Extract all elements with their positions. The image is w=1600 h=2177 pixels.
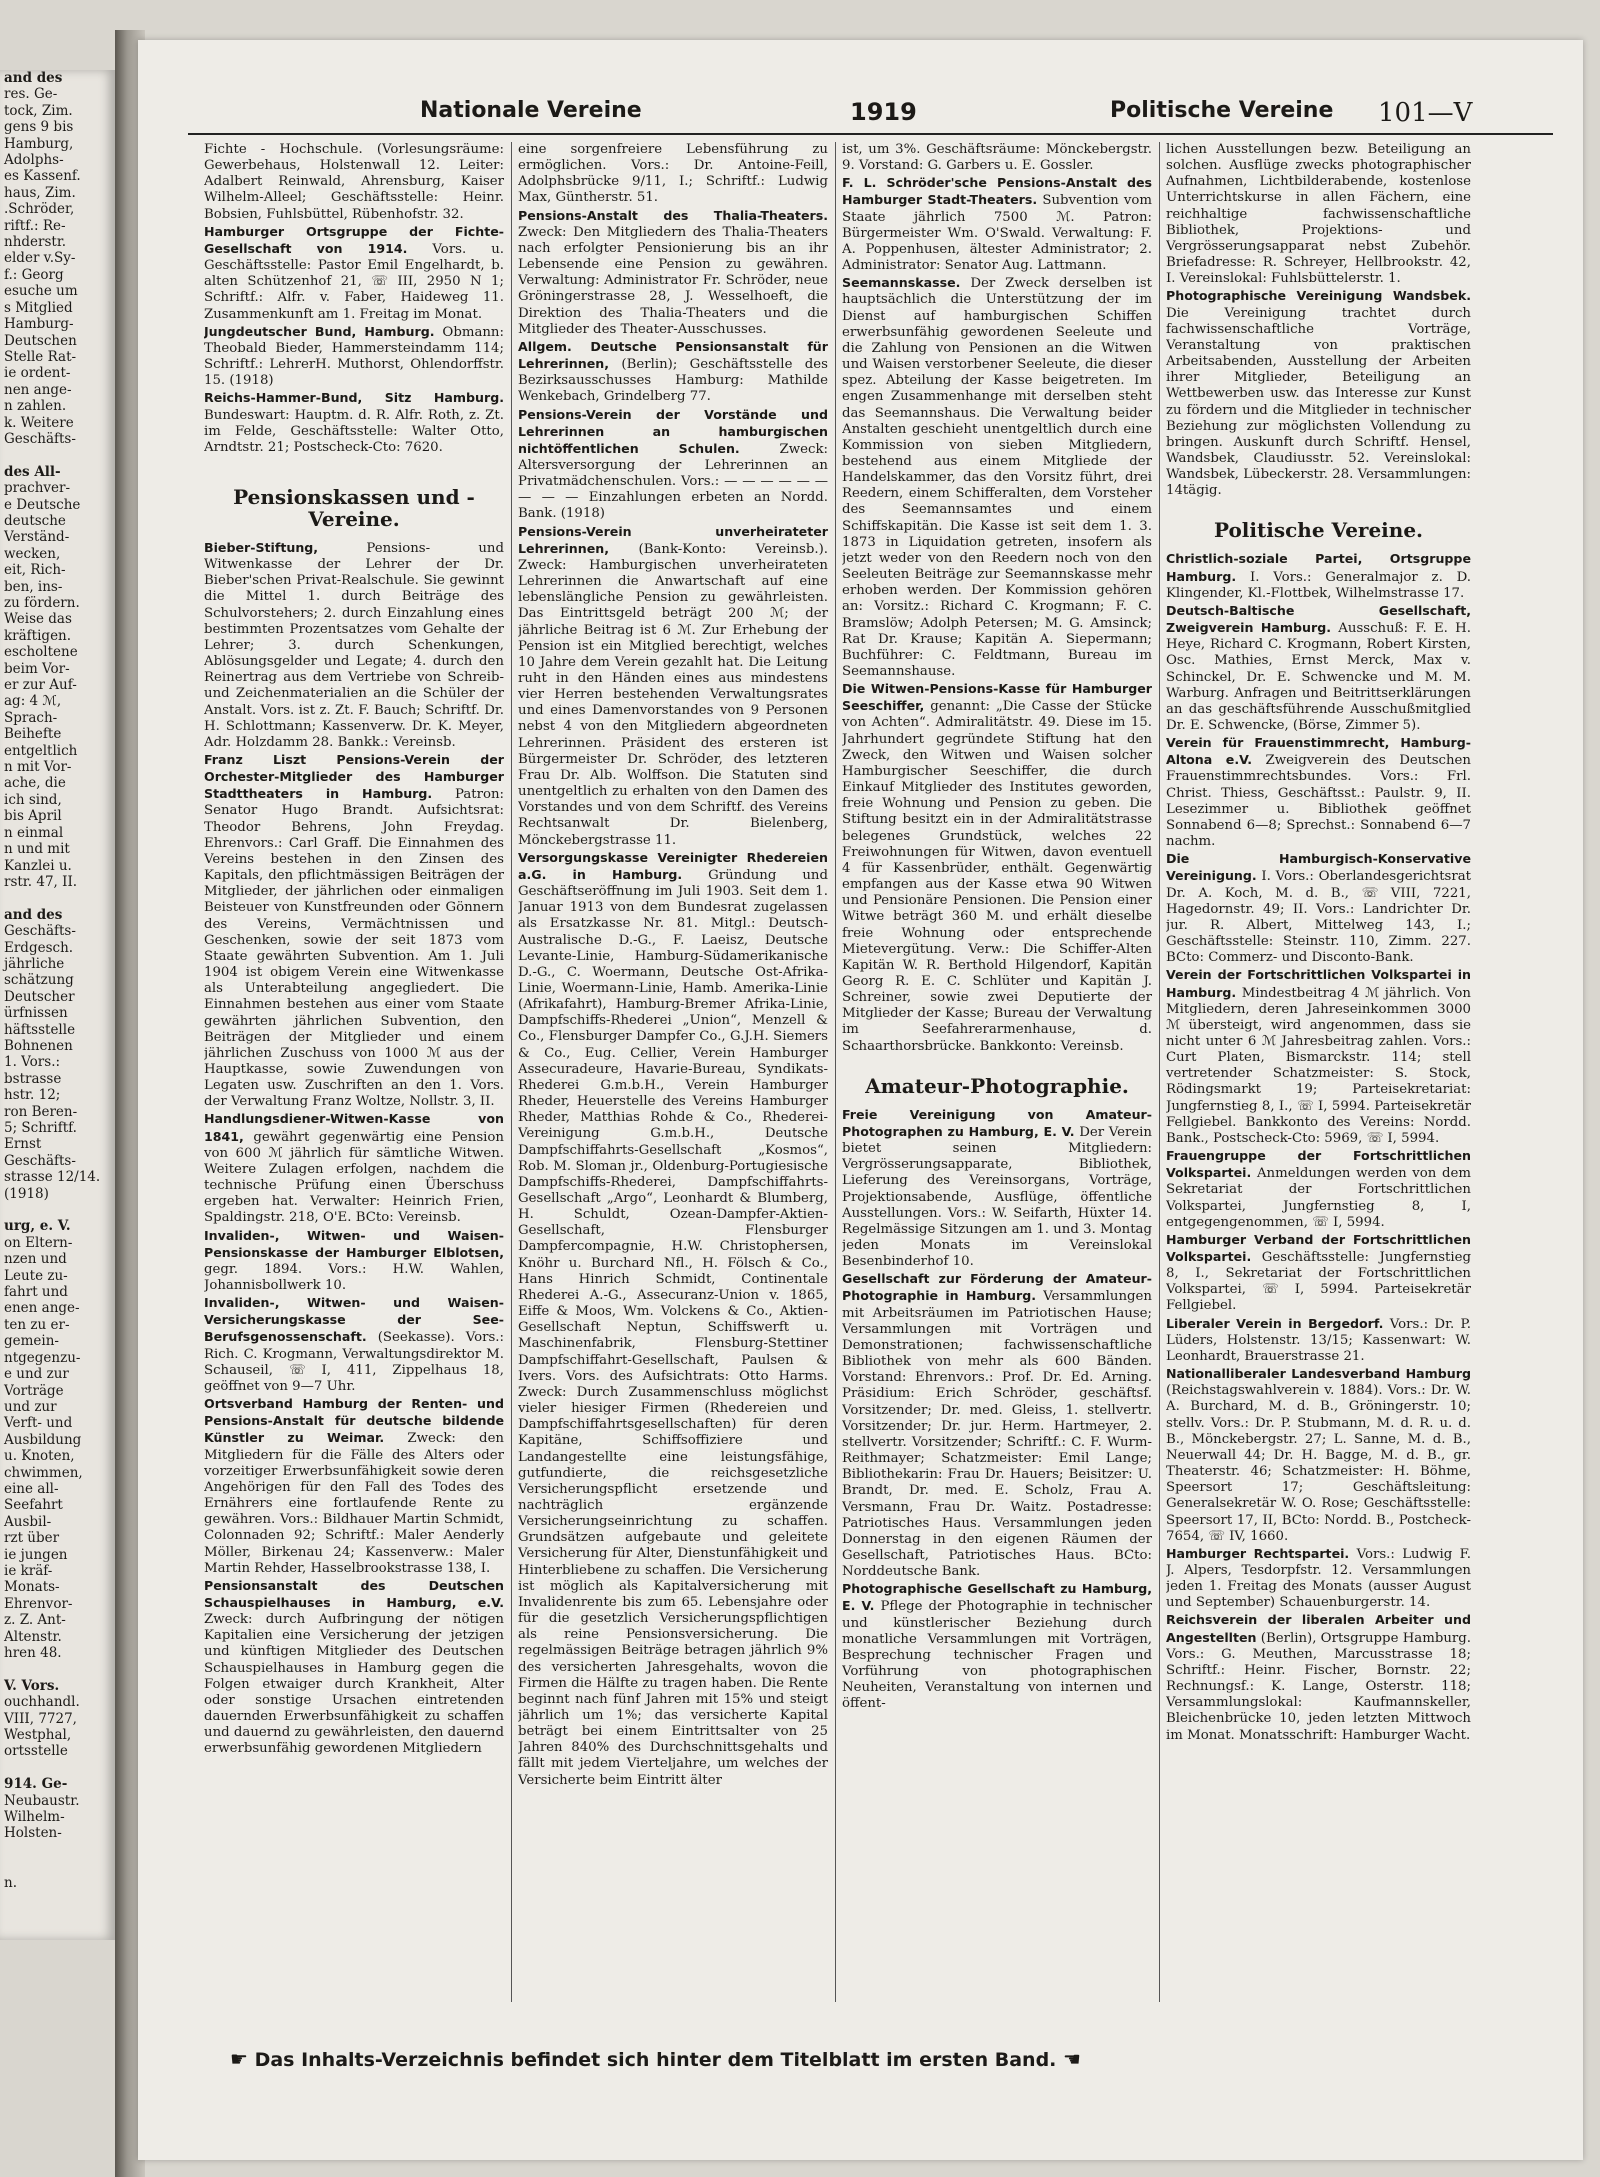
pointing-hand-left-icon: ☚ bbox=[1063, 2047, 1081, 2071]
entry-text: Die Vereinigung trachtet durch fachwissenschaftliche Vorträge, Veranstaltung von praktischen Arbeitsabenden, Ausstellung der Arbeiten ihrer Mitglieder, Beteiligung an Wettbewerben usw. das Interesse zur Kunst zu fördern und die Mitglieder in technischer Beziehung zur möglichsten Vollendung zu bringen. Auskunft durch Schriftf. Hensel, Wandsbek, Claudiusstr. 52. Vereinslokal: Wandsbek, Lübeckerstr. 28. Versammlungen: 14tägig. bbox=[1166, 305, 1471, 499]
entry-text: (Berlin); Geschäftsstelle des Bezirksausschusses Hamburg: Mathilde Wenkebach, Grindelberg 77. bbox=[518, 357, 828, 405]
facing-page-line: ie ordent- bbox=[4, 365, 71, 382]
header-rule bbox=[188, 133, 1553, 135]
entry-heading: Seemannskasse. bbox=[842, 275, 961, 291]
facing-page-line: schätzung bbox=[4, 972, 74, 989]
facing-page-line: ürfnissen bbox=[4, 1005, 68, 1022]
entry-heading: Die Hamburgisch-Konservative Vereinigung. bbox=[1166, 851, 1471, 884]
header-right: Politische Vereine bbox=[1110, 98, 1334, 123]
entry-text: Zweck: Altersversorgung der Lehrerinnen an Privatmädchenschulen. Vors.: — — — — — — — — — Einzahlungen erbeten an Nordd. Bank. (1918) bbox=[518, 441, 828, 522]
facing-page-line: enen ange- bbox=[4, 1300, 80, 1317]
facing-page-text bbox=[0, 70, 115, 1891]
entry-text: (Bank-Konto: Vereinsb.). Zweck: Hamburgischen unverheirateten Lehrerinnen die Anwartschaft auf eine lebenslängliche Pension zu gewährleisten. Das Eintrittsgeld beträgt 200 ℳ; der jährliche Beitrag ist 6 ℳ. Zur Erhebung der Pension ist ein Mitglied berechtigt, welches 10 Jahre dem Verein gezahlt hat. Die Leitung ruht in den Händen eines aus mindestens vier Herren bestehenden Verwaltungsrates und eines Damenvorstandes von 9 Personen nebst 4 von den Mitgliedern abgeordneten Lehrerinnen. Präsident des ersteren ist Bürgermeister Dr. Schröder, des letzteren Frau Dr. Alb. Wolffson. Die Statuten sind unentgeltlich zu erhalten von den Damen des Vorstandes und von dem Schriftf. des Vereins Rechtsanwalt Dr. Bielenberg, Mönckebergstrasse 11. bbox=[518, 541, 828, 848]
entry-heading: Franz Liszt Pensions-Verein der Orchester-Mitglieder des Hamburger Stadttheaters in Hamburg. bbox=[204, 752, 504, 802]
entry-text: Vors.: Dr. P. Lüders, Holstenstr. 13/15; Kassenwart: W. Leonhardt, Brauerstrasse 21. bbox=[1166, 1316, 1471, 1364]
entry bbox=[518, 208, 828, 338]
footer-text: Das Inhalts-Verzeichnis befindet sich hinter dem Titelblatt im ersten Band. bbox=[254, 2049, 1057, 2071]
entry-text: gewährt gegenwärtig eine Pension von 600 ℳ jährlich für sämtliche Witwen. Weitere Zulagen erfolgen, nachdem die technische Prüfung einen Überschuss ergeben hat. Verwalter: Heinrich Frien, Spaldingstr. 218, O'E. BCto: Vereinsb. bbox=[204, 1129, 504, 1226]
facing-page-line: n zahlen. bbox=[4, 398, 67, 415]
entry bbox=[1166, 967, 1471, 1147]
entry-heading: F. L. Schröder'sche Pensions-Anstalt des Hamburger Stadt-Theaters. bbox=[842, 175, 1152, 208]
column-divider bbox=[511, 142, 512, 2002]
facing-page-line: k. Weitere bbox=[4, 414, 74, 431]
facing-page-line: entgeltlich bbox=[4, 742, 78, 759]
header-year: 1919 bbox=[850, 98, 917, 126]
facing-page-line: und zur bbox=[4, 1398, 57, 1415]
facing-page-line: Monats- bbox=[4, 1579, 60, 1596]
facing-page-line: ntgegenzu- bbox=[4, 1349, 81, 1366]
entry-text: Pflege der Photographie in technischer und künstlerischer Beziehung durch monatliche Versammlungen mit Vorträgen, Besprechung technischer Fragen und Vorführung von photographischen Neuheiten, Veranstaltung von internen und öffent- bbox=[842, 1599, 1152, 1712]
facing-page-line: and des bbox=[4, 70, 63, 86]
facing-page-line: Seefahrt bbox=[4, 1497, 63, 1514]
footer-note bbox=[230, 2047, 1081, 2071]
entry-heading: Reichsverein der liberalen Arbeiter und Angestellten bbox=[1166, 1612, 1471, 1645]
entry-heading: Photographische Vereinigung Wandsbek. bbox=[1166, 288, 1471, 304]
entry-text: Vors. u. Geschäftsstelle: Pastor Emil Engelhardt, b. alten Schützenhof 21, ☏ III, 2950 N 1; Schriftf.: Alfr. v. Faber, Haideweg 11. Zusammenkunft am 1. Freitag im Monat. bbox=[204, 241, 504, 322]
facing-page-line: bstrasse bbox=[4, 1070, 62, 1087]
facing-page-line: ortsstelle bbox=[4, 1743, 68, 1760]
facing-page-line: Beihefte bbox=[4, 726, 62, 743]
entry-heading: Frauengruppe der Fortschrittlichen Volkspartei. bbox=[1166, 1148, 1471, 1181]
entry-heading: Handlungsdiener-Witwen-Kasse von 1841, bbox=[204, 1111, 504, 1144]
facing-page-line: escholtene bbox=[4, 644, 78, 661]
entry bbox=[1166, 1546, 1471, 1612]
entry bbox=[204, 390, 504, 456]
column-3 bbox=[842, 142, 1152, 2022]
running-header bbox=[188, 98, 1553, 128]
facing-page-line: 1. Vors.: bbox=[4, 1054, 61, 1071]
facing-page-line: V. Vors. bbox=[4, 1677, 60, 1694]
facing-page-line: Geschäfts- bbox=[4, 923, 76, 940]
entry-heading: Invaliden-, Witwen- und Waisen-Versicherungskasse der See-Berufsgenossenschaft. bbox=[204, 1295, 504, 1345]
entry-heading: Invaliden-, Witwen- und Waisen-Pensionskasse der Hamburger Elblotsen, bbox=[204, 1227, 504, 1260]
entry-text: Zweck: durch Aufbringung der nötigen Kapitalien eine Versicherung der jetzigen und künftigen Mitglieder des Deutschen Schauspielhauses in Hamburg gegen die Folgen etwaiger durch Krankheit, Alter oder sonstige Ursachen eintretenden dauernden Erwerbsunfähigkeit zu schaffen und dauernd zu gewährleisten, den dauernd erwerbsunfähig gewordenen Mitgliedern bbox=[204, 1612, 504, 1757]
entry-heading: Hamburger Ortsgruppe der Fichte-Gesellschaft von 1914. bbox=[204, 223, 504, 256]
entry-text: Patron: Senator Hugo Brandt. Aufsichtsrat: Theodor Behrens, John Freydag. Ehrenvors.: Carl Graff. Die Einnahmen des Vereins bestehen in den Zinsen des Kapitals, den pflichtmässigen Beiträgen der Mitglieder, der jährlichen oder einmaligen Beisteuer von Kunstfreunden oder Gönnern des Vereins, Vermächtnissen und Geschenken, sowie der seit 1873 vom Staate gewährten Subvention. Am 1. Juli 1904 ist obigem Verein eine Witwenkasse als Unterabteilung angegliedert. Die Einnahmen bestehen aus einer vom Staate gewährten jährlichen Subvention, den Beiträgen der Mitglieder und einem jährlichen Zuschuss von 1000 ℳ aus der Hauptkasse, sowie Zuwendungen von Legaten usw. Zuschriften an den 1. Vors. der Verwaltung Franz Woltze, Nollstr. 3, II. bbox=[204, 787, 504, 1110]
facing-page-line: ag: 4 ℳ, bbox=[4, 693, 62, 710]
facing-page-line bbox=[0, 1842, 115, 1858]
entry-text: Ausschuß: F. E. H. Heye, Richard C. Krogmann, Robert Kirsten, Osc. Mathies, Ernst Merck, Max v. Schinckel, Dr. E. Schwencke und M. M. Warburg. Anfragen und Beitrittserklärungen an das geschäftsführende Ausschußmitglied Dr. E. Schwencke, (Börse, Zimmer 5). bbox=[1166, 621, 1471, 733]
entry bbox=[1166, 603, 1471, 734]
entry-continuation: ist, um 3%. Geschäftsräume: Mönckebergstr. 9. Vorstand: G. Garbers u. E. Gossler. bbox=[842, 142, 1152, 174]
entry-heading: Die Witwen-Pensions-Kasse für Hamburger Seeschiffer, bbox=[842, 681, 1152, 714]
facing-page-line: Vorträge bbox=[4, 1382, 64, 1399]
facing-page-line: n mit Vor- bbox=[4, 759, 72, 776]
facing-page-line: z. Z. Ant- bbox=[4, 1612, 66, 1629]
facing-page-line bbox=[0, 890, 115, 906]
facing-page-line: ten zu er- bbox=[4, 1316, 70, 1333]
facing-page-line: Sprach- bbox=[4, 709, 58, 726]
column-4 bbox=[1166, 142, 1471, 2022]
entry-text: genannt: „Die Casse der Stücke von Achten“. Admiralitätstr. 49. Diese im 15. Jahrhundert gegründete Stiftung hat den Zweck, den Witwen und Waisen solcher Hamburgischer Seeschiffer, die durch Einkauf Mitglieder des Institutes geworden, freie Wohnung und Pension zu geben. Die Stiftung besitzt ein in der Admiralitätstrasse belegenes Grundstück, welches 22 Freiwohnungen für Witwen, davon eventuell 4 für Kassenbrüder, enthält. Gegenwärtig empfangen aus der Kasse etwa 90 Witwen und Pensionäre Pensionen. Die Pension einer Witwe beträgt 360 M. und erhält dieselbe freie Wohnung oder entsprechende Mietevergütung. Verw.: Die Schiffer-Alten Kapitän W. R. Berthold Hilgendorf, Kapitän Georg R. E. C. Schlüter und Kapitän J. Schreiner, sowie zwei Deputierte der Mitglieder der Kasse; Bureau der Verwaltung im Seefahrerarmenhause, d. Schaarthorsbrücke. Bankkonto: Vereinsb. bbox=[842, 699, 1152, 1054]
facing-page-line: haus, Zim. bbox=[4, 184, 76, 201]
facing-page-line: ie kräf- bbox=[4, 1562, 53, 1579]
column-divider bbox=[1159, 142, 1160, 2002]
facing-page-line: VIII, 7727, bbox=[4, 1710, 77, 1727]
entry bbox=[1166, 1232, 1471, 1315]
column-1 bbox=[204, 142, 504, 2022]
entry-text: Zweigverein des Deutschen Frauenstimmrechtsbundes. Vors.: Frl. Christ. Thiess, Geschäftsst.: Paulstr. 9, II. Lesezimmer u. Bibliothek geöffnet Sonnabend 6—8; Sprechst.: Sonnabend 6—7 nachm. bbox=[1166, 753, 1471, 850]
entry bbox=[1166, 735, 1471, 850]
facing-page-line: Ehrenvor- bbox=[4, 1595, 73, 1612]
facing-page-line: Altenstr. bbox=[4, 1628, 62, 1645]
pointing-hand-right-icon: ☛ bbox=[230, 2047, 248, 2071]
entry bbox=[1166, 1366, 1471, 1545]
facing-page-line: fahrt und bbox=[4, 1284, 68, 1301]
entry bbox=[204, 324, 504, 390]
facing-page-line: esuche um bbox=[4, 283, 78, 300]
entry bbox=[1166, 851, 1471, 966]
facing-page-line: zu fördern. bbox=[4, 595, 80, 611]
facing-page-line: elder v.Sy- bbox=[4, 250, 76, 267]
entry-heading: Pensionsanstalt des Deutschen Schauspielhauses in Hamburg, e.V. bbox=[204, 1577, 504, 1610]
entry-heading: Freie Vereinigung von Amateur-Photographen zu Hamburg, E. V. bbox=[842, 1106, 1152, 1139]
entry bbox=[204, 1396, 504, 1577]
facing-page-line: (1918) bbox=[4, 1185, 49, 1202]
facing-page-line: Verft- und bbox=[4, 1415, 73, 1432]
entry bbox=[842, 275, 1152, 680]
facing-page-line: ouchhandl. bbox=[4, 1694, 80, 1711]
facing-page-line: Erdgesch. bbox=[4, 939, 74, 956]
facing-page-line: on Eltern- bbox=[4, 1234, 73, 1251]
section-heading: Pensionskassen und -Vereine. bbox=[233, 484, 475, 531]
entry bbox=[518, 524, 828, 849]
facing-page bbox=[0, 70, 115, 1940]
facing-page-line: er zur Auf- bbox=[4, 677, 77, 694]
facing-page-line: u. Knoten, bbox=[4, 1448, 75, 1465]
entry-heading: Hamburger Rechtspartei. bbox=[1166, 1545, 1350, 1561]
entry-text: gegr. 1894. Vors.: H.W. Wahlen, Johannisbollwerk 10. bbox=[204, 1261, 504, 1293]
facing-page-line: wecken, bbox=[4, 545, 61, 562]
entry-heading: Verein der Fortschrittlichen Volkspartei in Hamburg. bbox=[1166, 967, 1471, 1000]
entry-text: Gründung und Geschäftseröffnung im Juli 1903. Seit dem 1. Januar 1913 von dem Bundesrat zugelassen als Ersatzkasse Nr. 81. Mitgl.: Deutsch-Australische D.-G., F. Laeisz, Deutsche Levante-Linie, Hamburg-Südamerikanische D.-G., C. Woermann, Deutsche Ost-Afrika-Linie, Woermann-Linie, Hamb. Amerika-Linie (Afrikafahrt), Hamburg-Bremer Afrika-Linie, Dampfschiffs-Rhederei „Union“, Menzell & Co., Flensburger Dampfer Co., G.J.H. Siemers & Co., Eug. Cellier, Verein Hamburger Assecuradeure, Havarie-Bureau, Syndikats-Rhederei G.m.b.H., Verein Hamburger Rheder, Heuerstelle des Vereins Hamburger Rheder, Matthias Rohde & Co., Rhederei-Vereinigung G.m.b.H., Deutsche Dampfschiffahrts-Gesellschaft „Kosmos“, Rob. M. Sloman jr., Oldenburg-Portugiesische Dampfschiffs-Rhederei, Dampfschiffahrts-Gesellschaft „Argo“, Leonhardt & Blumberg, H. Schuldt, Ozean-Dampfer-Aktien-Gesellschaft, Flensburger Dampfercompagnie, H.W. Christophersen, Knöhr u. Burchard Nfl., H. Fölsch & Co., Hans Hinrich Schmidt, Continentale Rhederei A.-G., Assecuranz-Union v. 1865, Eiffe & Moos, Wm. Volckens & Co., Aktien-Gesellschaft Neptun, Schiffswerft u. Maschinenfabrik, Flensburg-Stettiner Dampfschiffahrt-Gesellschaft, Paulsen & Ivers. Vors. des Aufsichtrats: Otto Harms. Zweck: Durch Zusammenschluss möglichst vieler hiesiger Firmen (Rhedereien und Dampfschiffahrtsgesellschaften) für deren Kapitäne, Schiffsoffiziere und Landangestellte eine leistungsfähige, gutfundierte, die reichsgesetzliche Versicherungspflicht ersetzende und nachträglich ergänzende Versicherungseinrichtung zu schaffen. Grundsätzen aufgebaute und geleitete Versicherung für Alter, Dienstunfähigkeit und Hinterbliebene zu schaffen. Die Versicherung ist möglich als Kapitalversicherung mit Invalidenrente bis zum 65. Lebensjahre oder für die gesetzlich Versicherungspflichtigen als reine Pensionsversicherung. Die regelmässigen Beiträge betragen jährlich 9% des versicherten Jahresgehalts, wovon die Firmen die Hälfte zu tragen haben. Die Rente beginnt nach fünf Jahren mit 15% und steigt jährlich um 1%; das versicherte Kapital beträgt bei einem Eintrittsalter von 25 Jahren 840% des Durchschnittsgehalts und fällt mit jedem Vierteljahre, um welches der Versicherte beim Eintritt älter bbox=[518, 867, 828, 1788]
entry-text: Zweck: Den Mitgliedern des Thalia-Theaters nach erfolgter Pensionierung bis an ihr Lebensende eine Pension zu gewähren. Verwaltung: Administrator Fr. Schröder, neue Gröningerstrasse 28, J. Wesselhoeft, die Direktion des Thalia-Theaters und die Mitglieder des Theater-Ausschusses. bbox=[518, 224, 828, 337]
entry-text: Mindestbeitrag 4 ℳ jährlich. Von Mitgliedern, deren Jahreseinkommen 3000 ℳ übersteigt, wird angenommen, dass sie nicht unter 6 ℳ Jahresbeitrag zahlen. Vors.: Curt Platen, Bismarckstr. 114; stell vertretender Schatzmeister: S. Stock, Rödingsmarkt 19; Parteisekretariat: Jungfernstieg 8, I., ☏ I, 5994. Parteisekretär Fellgiebel. Bankkonto des Vereins: Nordd. Bank., Postscheck-Cto: 5969, ☏ I, 5994. bbox=[1166, 985, 1471, 1146]
facing-page-line: Deutscher bbox=[4, 988, 75, 1005]
entry-heading: Hamburger Verband der Fortschrittlichen Volkspartei. bbox=[1166, 1231, 1471, 1264]
facing-page-line: nen ange- bbox=[4, 381, 72, 398]
facing-page-line: Ausbildung bbox=[4, 1431, 82, 1448]
facing-page-line: strasse 12/14. bbox=[4, 1169, 101, 1186]
facing-page-line: bis April bbox=[4, 808, 62, 825]
facing-page-line: ron Beren- bbox=[4, 1103, 78, 1120]
facing-page-line: n. bbox=[4, 1874, 17, 1891]
entry-heading: Verein für Frauenstimmrecht, Hamburg-Altona e.V. bbox=[1166, 735, 1471, 768]
facing-page-line bbox=[0, 1760, 115, 1776]
entry-heading: Pensions-Anstalt des Thalia-Theaters. bbox=[518, 207, 828, 223]
facing-page-line: e und zur bbox=[4, 1366, 69, 1383]
facing-page-line: gens 9 bis bbox=[4, 119, 74, 136]
facing-page-line: n einmal bbox=[4, 824, 64, 841]
section-heading: Amateur-Photographie. bbox=[865, 1073, 1129, 1098]
facing-page-line: rstr. 47, II. bbox=[4, 873, 78, 890]
entry-text: (Reichstagswahlverein v. 1884). Vors.: Dr. W. A. Burchard, M. d. B., Gröningerstr. 10; stellv. Vors.: Dr. P. Stubmann, M. d. R. u. d. B., Mönckebergstr. 27; L. Sanne, M. d. B., Neuerwall 44; Dr. H. Bagge, M. d. B., gr. Theaterstr. 46; Schatzmeister: H. Böhme, Speersort 17; Geschäftsleitung: Generalsekretär W. O. Rose; Geschäftsstelle: Speersort 17, II, BCto: Nordd. B., Postcheck-7654, ☏ IV, 1660. bbox=[1166, 1383, 1471, 1544]
entry bbox=[204, 1111, 504, 1226]
facing-page-line: res. Ge- bbox=[4, 86, 58, 103]
facing-page-line: riftf.: Re- bbox=[4, 217, 66, 234]
facing-page-line bbox=[0, 1661, 115, 1677]
entry bbox=[518, 339, 828, 406]
facing-page-line: hren 48. bbox=[4, 1645, 62, 1661]
facing-page-line: Weise das bbox=[4, 611, 72, 628]
facing-page-line: Kanzlei u. bbox=[4, 857, 72, 874]
facing-page-line: ache, die bbox=[4, 775, 66, 792]
entry-text: (Seekasse). Vors.: Rich. C. Krogmann, Verwaltungsdirektor M. Schauseil, ☏ I, 411, Zippelhaus 18, geöffnet von 9—7 Uhr. bbox=[204, 1330, 504, 1394]
entry bbox=[1166, 551, 1471, 601]
entry bbox=[842, 681, 1152, 1055]
facing-page-line: beim Vor- bbox=[4, 660, 70, 677]
entry-fichte-hochschule: Fichte - Hochschule. (Vorlesungsräume: Gewerbehaus, Holstenwall 12. Leiter: Adalbert Reinwald, Ahrensburg, Kaiser Wilhelm-Alleel; Geschäftsstelle: Heinr. Bobsien, Fuhlsbüttel, Rübenhofstr. 32. bbox=[204, 142, 504, 222]
facing-page-line: eine all- bbox=[4, 1480, 59, 1497]
facing-page-line: Deutschen bbox=[4, 332, 77, 349]
entry-heading: Christlich-soziale Partei, Ortsgruppe Hamburg. bbox=[1166, 551, 1471, 584]
facing-page-line: deutsche bbox=[4, 512, 66, 529]
facing-page-line: Wilhelm- bbox=[4, 1809, 65, 1826]
facing-page-line: Leute zu- bbox=[4, 1267, 68, 1284]
facing-page-line: Holsten- bbox=[4, 1825, 62, 1842]
entry-heading: Ortsverband Hamburg der Renten- und Pensions-Anstalt für deutsche bildende Künstler zu Weimar. bbox=[204, 1396, 504, 1446]
facing-page-line: Neubaustr. bbox=[4, 1792, 80, 1809]
facing-page-line: kräftigen. bbox=[4, 627, 72, 644]
entry-heading: Gesellschaft zur Förderung der Amateur-Photographie in Hamburg. bbox=[842, 1271, 1152, 1304]
facing-page-line bbox=[0, 447, 115, 463]
facing-page-line: 5; Schriftf. bbox=[4, 1120, 77, 1136]
facing-page-line: nzen und bbox=[4, 1251, 67, 1268]
column-2 bbox=[518, 142, 828, 2022]
entry-heading: Liberaler Verein in Bergedorf. bbox=[1166, 1315, 1384, 1331]
facing-page-line: Ernst bbox=[4, 1136, 42, 1153]
facing-page-line: des All- bbox=[4, 463, 61, 480]
facing-page-line: hstr. 12; bbox=[4, 1087, 61, 1104]
facing-page-line: ich sind, bbox=[4, 791, 62, 808]
entry bbox=[518, 850, 828, 1789]
entry-text: Bundeswart: Hauptm. d. R. Alfr. Roth, z. Zt. im Felde, Geschäftsstelle: Walter Otto, Arndtstr. 21; Postscheck-Cto: 7620. bbox=[204, 407, 504, 455]
facing-page-line: eit, Rich- bbox=[4, 562, 66, 579]
entry-text: Subvention vom Staate jährlich 7500 ℳ. Patron: Bürgermeister Wm. O'Swald. Verwaltung: F. A. Poppenhusen, ältester Administrator; 2. Administrator: Senator Aug. Lattmann. bbox=[842, 193, 1152, 274]
facing-page-line: jährliche bbox=[4, 955, 65, 972]
entry-text: Der Verein bietet seinen Mitgliedern: Vergrösserungsapparate, Bibliothek, Lieferung des Vereinsorgans, Vorträge, Projektionsabende, Ausflüge, öffentliche Ausstellungen. Vors.: W. Seifarth, Hüxter 14. Regelmässige Sitzungen am 1. und 3. Montag jeden Monats im Vereinslokal Besenbinderhof 10. bbox=[842, 1124, 1152, 1270]
entry-text: Zweck: den Mitgliedern für die Fälle des Alters oder vorzeitiger Erwerbsunfähigkeit sowie deren Angehörigen für den Fall des Todes des Ernährers eine fortlaufende Rente zu gewähren. Vors.: Bildhauer Martin Schmidt, Colonnaden 92; Schriftf.: Maler Aenderly Möller, Birkenau 24; Kassenverw.: Maler Martin Rehder, Hasselbrookstrasse 138, I. bbox=[204, 1431, 504, 1576]
entry bbox=[204, 1578, 504, 1758]
facing-page-line: Westphal, bbox=[4, 1727, 72, 1744]
entry bbox=[1166, 1148, 1471, 1231]
entry bbox=[518, 407, 828, 523]
entry bbox=[204, 224, 504, 323]
entry-text: Der Zweck derselben ist hauptsächlich die Unterstützung der im Dienst auf hamburgischen Schiffen erwerbsunfähig gewordenen Seeleute und die Zahlung von Pensionen an die Witwen und Waisen verstorbener Seeleute, die dieser spez. Abteilung der Kasse beigetreten. Im engen Zusammenhange mit derselben steht das Seemannshaus. Die Verwaltung beider Anstalten geschieht unentgeltlich durch eine Kommission von sieben Mitgliedern, bestehend aus einem Mitgliede der Handelskammer, das den Vorsitz führt, drei Reedern, einem Schifferalten, dem Vorsteher des Seemannsamtes und einem Schiffskapitän. Die Kasse ist seit dem 1. 3. 1873 in Liquidation getreten, insofern als jetzt weder von den Reedern noch von den Seeleuten Beiträge zur Seemannskasse mehr erhoben werden. Der Kommission gehören an: Vorsitz.: Richard C. Krogmann; F. C. Bramslöw; Adolph Petersen; M. G. Amsinck; Rat Dr. Krause; Kapitän A. Siepermann; Buchführer: C. Feldtmann, Bureau im Seemannshause. bbox=[842, 276, 1152, 679]
column-divider bbox=[835, 142, 836, 2002]
facing-page-line bbox=[0, 1202, 115, 1218]
entry-text: (Berlin), Ortsgruppe Hamburg. Vors.: G. Meuthen, Marcusstrasse 18; Schriftf.: Heinr. Fischer, Bornstr. 22; Rechnungsf.: K. Lange, Osterstr. 118; Versammlungslokal: Kaufmannskeller, Bleichenbrücke 10, jeden letzten Mittwoch im Monat. Monatsschrift: Hamburger Wacht. bbox=[1166, 1630, 1471, 1743]
facing-page-line: Geschäfts- bbox=[4, 430, 76, 447]
facing-page-line: gemein- bbox=[4, 1333, 59, 1350]
entry-text: I. Vors.: Oberlandesgerichtsrat Dr. A. Koch, M. d. B., ☏ VIII, 7221, Hagedornstr. 49; II. Vors.: Landrichter Dr. jur. R. Albert, Mittelweg 143, I.; Geschäftsstelle: Steinstr. 110, Zimm. 227. BCto: Commerz- und Disconto-Bank. bbox=[1166, 869, 1471, 966]
facing-page-line bbox=[0, 1858, 115, 1874]
entry-continuation: eine sorgenfreiere Lebensführung zu ermöglichen. Vors.: Dr. Antoine-Feill, Adolphsbrücke 9/11, I.; Schriftf.: Ludwig Max, Güntherstr. 51. bbox=[518, 142, 828, 206]
entry-heading: Photographische Gesellschaft zu Hamburg, E. V. bbox=[842, 1581, 1152, 1614]
facing-page-line: rzt über bbox=[4, 1530, 60, 1547]
entry bbox=[842, 1271, 1152, 1580]
facing-page-line: urg, e. V. bbox=[4, 1218, 71, 1235]
entry bbox=[204, 540, 504, 751]
entry bbox=[204, 1228, 504, 1295]
page-number: 101—V bbox=[1378, 98, 1473, 128]
facing-page-line: n und mit bbox=[4, 841, 70, 858]
entry-heading: Jungdeutscher Bund, Hamburg. bbox=[204, 323, 435, 339]
entry-text: Geschäftsstelle: Jungfernstieg 8, I., Sekretariat der Fortschrittlichen Volkspartei, ☏ I, 5994. Parteisekretär Fellgiebel. bbox=[1166, 1250, 1471, 1314]
facing-page-line: tock, Zim. bbox=[4, 102, 73, 119]
entry-heading: Pensions-Verein der Vorstände und Lehrerinnen an hamburgischen nichtöffentlichen Schulen. bbox=[518, 406, 828, 456]
facing-page-line: Geschäfts- bbox=[4, 1152, 76, 1169]
facing-page-line: chwimmen, bbox=[4, 1464, 83, 1481]
entry-text: Vors.: Ludwig F. J. Alpers, Tesdorpfstr. 12. Versammlungen jeden 1. Freitag des Monats (ausser August und September) Schauenburgerstr. 14. bbox=[1166, 1546, 1471, 1611]
entry bbox=[1166, 1316, 1471, 1365]
entry-heading: Allgem. Deutsche Pensionsanstalt für Lehrerinnen, bbox=[518, 338, 828, 372]
entry-continuation: lichen Ausstellungen bezw. Beteiligung an solchen. Ausflüge zwecks photographischer Aufnahmen, Lichtbilderabende, kostenlose Unterrichtskurse in allen Fächern, eine reichhaltige fachwissenschaftliche Bibliothek, Projektions- und Vergrösserungsapparat nebst Zubehör. Briefadresse: R. Schreyer, Hellbrookstr. 42, I. Vereinslokal: Fuhlsbüttelerstr. 1. bbox=[1166, 142, 1471, 287]
entry bbox=[842, 175, 1152, 274]
entry-heading: Deutsch-Baltische Gesellschaft, Zweigverein Hamburg. bbox=[1166, 602, 1471, 636]
entry-heading: Versorgungskasse Vereinigter Rhedereien a.G. in Hamburg. bbox=[518, 849, 828, 882]
facing-page-line: f.: Georg bbox=[4, 266, 64, 283]
entry-heading: Nationalliberaler Landesverband Hamburg bbox=[1166, 1366, 1471, 1382]
facing-page-line: Ausbil- bbox=[4, 1513, 52, 1530]
facing-page-line: e Deutsche bbox=[4, 496, 81, 513]
entry bbox=[204, 752, 504, 1110]
facing-page-line: häftsstelle bbox=[4, 1021, 76, 1038]
facing-page-line: nhderstr. bbox=[4, 234, 67, 251]
entry-text: I. Vors.: Generalmajor z. D. Klingender, Kl.-Flottbek, Wilhelmstrasse 17. bbox=[1166, 569, 1471, 601]
facing-page-line: 914. Ge- bbox=[4, 1776, 68, 1793]
facing-page-line: ben, ins- bbox=[4, 578, 63, 595]
facing-page-line: Adolphs- bbox=[4, 152, 64, 169]
facing-page-line: prachver- bbox=[4, 480, 71, 497]
entry bbox=[842, 1107, 1152, 1271]
section-heading: Politische Vereine. bbox=[1213, 518, 1424, 543]
facing-page-line: Bohnenen bbox=[4, 1037, 73, 1054]
entry-heading: Reichs-Hammer-Bund, Sitz Hamburg. bbox=[204, 390, 504, 406]
document-page bbox=[138, 40, 1583, 2160]
entry bbox=[1166, 288, 1471, 499]
entry-text: Obmann: Theobald Bieder, Hammersteindamm 114; Schriftf.: LehrerH. Muthorst, Ohlendorffstr. 15. (1918) bbox=[204, 324, 504, 389]
facing-page-line: .Schröder, bbox=[4, 201, 75, 218]
entry bbox=[1166, 1612, 1471, 1743]
entry-text: Anmeldungen werden von dem Sekretariat der Fortschrittlichen Volkspartei, Jungfernstieg 8, I, entgegengenommen, ☏ I, 5994. bbox=[1166, 1166, 1471, 1230]
entry-heading: Pensions-Verein unverheirateter Lehrerinnen, bbox=[518, 523, 828, 556]
facing-page-line: Verständ- bbox=[4, 529, 70, 546]
entry-heading: Bieber-Stiftung, bbox=[204, 539, 319, 555]
facing-page-line: ie jungen bbox=[4, 1546, 68, 1563]
facing-page-line: and des bbox=[4, 906, 63, 923]
entry-text: Pensions- und Witwenkasse der Lehrer der Dr. Bieber'schen Privat-Realschule. Sie gewinnt die Mittel 1. durch Beiträge des Schulvorstehers; 2. durch Einzahlung eines bestimmten Prozentsatzes vom Gehalte der Lehrer; 3. durch Schenkungen, Ablösungsgelder und Legate; 4. durch den Reinertrag aus dem Vertriebe von Schreib- und Zeichenmaterialien an die Schüler der Anstalt. Vors. ist z. Zt. F. Bauch; Schriftf. Dr. H. Schlottmann; Kassenverw. Dr. K. Meyer, Adr. Holzdamm 28. Bankk.: Vereinsb. bbox=[204, 540, 504, 750]
entry bbox=[204, 1295, 504, 1395]
entry bbox=[842, 1581, 1152, 1712]
header-left: Nationale Vereine bbox=[420, 98, 642, 123]
facing-page-line: Hamburg- bbox=[4, 316, 74, 333]
facing-page-line: es Kassenf. bbox=[4, 168, 81, 185]
facing-page-line: Stelle Rat- bbox=[4, 348, 77, 365]
facing-page-line: Hamburg, bbox=[4, 135, 74, 152]
facing-page-line: s Mitglied bbox=[4, 299, 73, 316]
entry-text: Versammlungen mit Arbeitsräumen im Patriotischen Hause; Versammlungen mit Vorträgen und Demonstrationen; fachwissenschaftliche Bibliothek von mehr als 600 Bänden. Vorstand: Ehrenvors.: Prof. Dr. Ed. Arning. Präsidium: Erich Schröder, geschäftsf. Vorsitzender; Dr. med. Gleiss, 1. stellvertr. Vorsitzender; Dr. jur. Herm. Hartmeyer, 2. stellvertr. Vorsitzender; Schriftf.: C. F. Wurm-Reithmayer; Schatzmeister: Emil Lange; Bibliothekarin: Frau Dr. Hauers; Beisitzer: U. Brandt, Dr. med. E. Scholz, Frau A. Versmann, Frau Dr. Waitz. Postadresse: Patriotisches Haus. Versammlungen jeden Donnerstag in den eigenen Räumen der Gesellschaft, Patriotisches Haus. BCto: Norddeutsche Bank. bbox=[842, 1289, 1152, 1580]
